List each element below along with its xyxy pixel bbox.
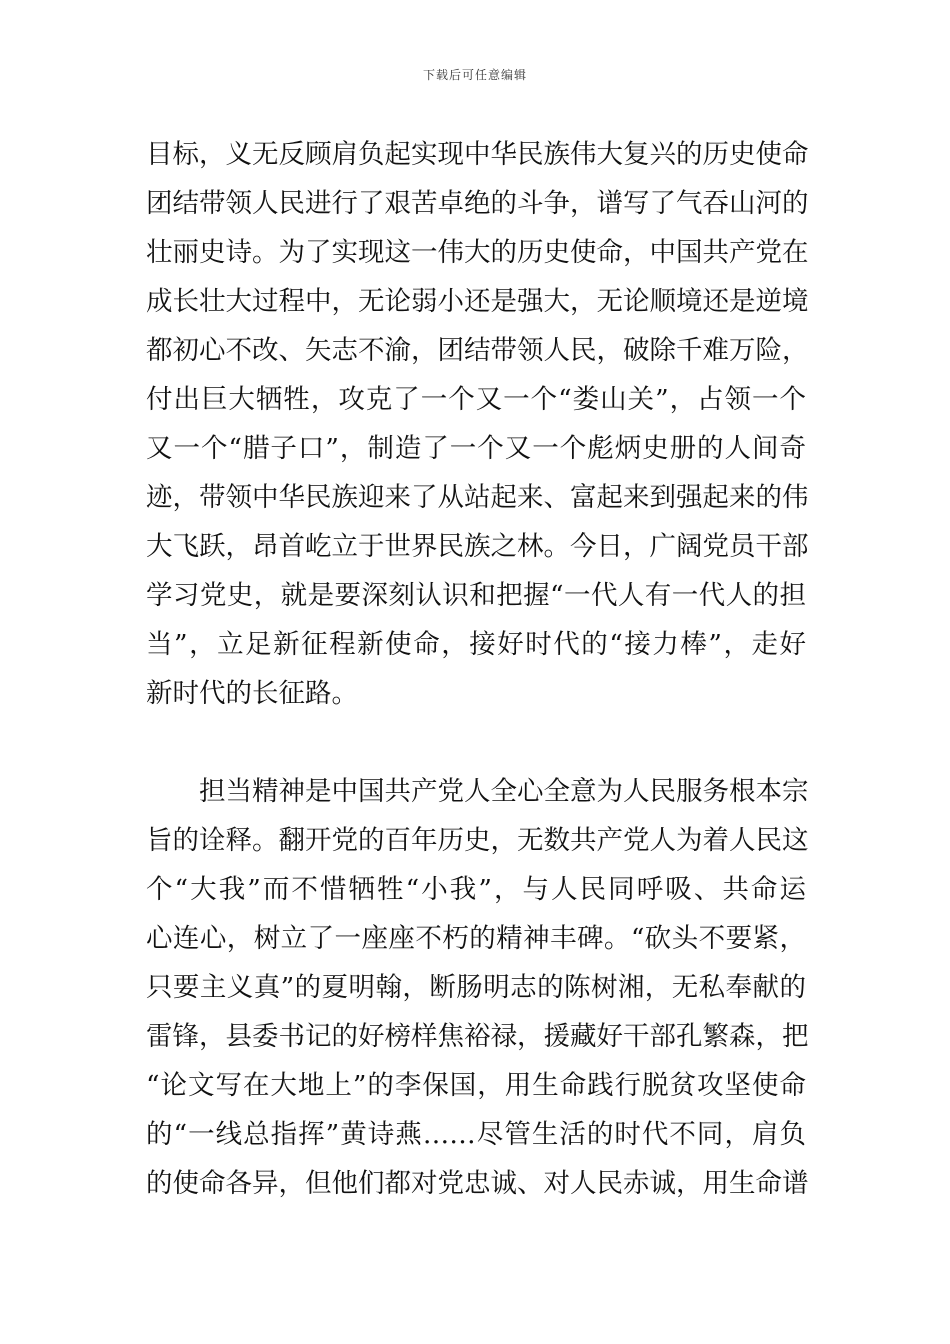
text-line: 付出巨大牺牲，攻克了一个又一个“娄山关”，占领一个 bbox=[146, 384, 806, 415]
text-line: 担当精神是中国共产党人全心全意为人民服务根本宗 bbox=[146, 776, 809, 807]
text-line: 大飞跃，昂首屹立于世界民族之林。今日，广阔党员干部 bbox=[146, 531, 809, 562]
text-line: 团结带领人民进行了艰苦卓绝的斗争，谱写了气吞山河的 bbox=[146, 188, 809, 219]
text-line: 成长壮大过程中，无论弱小还是强大，无论顺境还是逆境 bbox=[146, 286, 809, 317]
text-line: 的“一线总指挥”黄诗燕……尽管生活的时代不同，肩负 bbox=[146, 1119, 806, 1150]
text-line: 只要主义真”的夏明翰，断肠明志的陈树湘，无私奉献的 bbox=[146, 972, 806, 1003]
paragraph-2 bbox=[146, 767, 809, 1208]
text-line: 又一个“腊子口”，制造了一个又一个彪炳史册的人间奇 bbox=[146, 433, 806, 464]
text-line: 当”，立足新征程新使命，接好时代的“接力棒”，走好 bbox=[146, 629, 806, 660]
text-line: 心连心，树立了一座座不朽的精神丰碑。“砍头不要紧， bbox=[146, 923, 806, 954]
text-line: 壮丽史诗。为了实现这一伟大的历史使命，中国共产党在 bbox=[146, 237, 809, 268]
paragraph-1 bbox=[146, 130, 809, 718]
text-line: 雷锋，县委书记的好榜样焦裕禄，援藏好干部孔繁森，把 bbox=[146, 1021, 809, 1052]
text-line: “论文写在大地上”的李保国，用生命践行脱贫攻坚使命 bbox=[146, 1070, 806, 1101]
paragraph-gap bbox=[146, 718, 806, 767]
text-line: 新时代的长征路。 bbox=[146, 678, 358, 709]
text-line: 都初心不改、矢志不渝，团结带领人民，破除千难万险， bbox=[146, 335, 809, 366]
page-header-note: 下载后可任意编辑 bbox=[422, 68, 527, 82]
text-line: 个“大我”而不惜牺牲“小我”，与人民同呼吸、共命运 bbox=[146, 874, 806, 905]
text-line: 目标，义无反顾肩负起实现中华民族伟大复兴的历史使命 bbox=[146, 139, 809, 170]
document-body bbox=[146, 130, 809, 1208]
text-line: 迹，带领中华民族迎来了从站起来、富起来到强起来的伟 bbox=[146, 482, 809, 513]
text-line: 学习党史，就是要深刻认识和把握“一代人有一代人的担 bbox=[146, 580, 806, 611]
text-line: 旨的诠释。翻开党的百年历史，无数共产党人为着人民这 bbox=[146, 825, 809, 856]
text-line: 的使命各异，但他们都对党忠诚、对人民赤诚，用生命谱 bbox=[146, 1168, 809, 1199]
